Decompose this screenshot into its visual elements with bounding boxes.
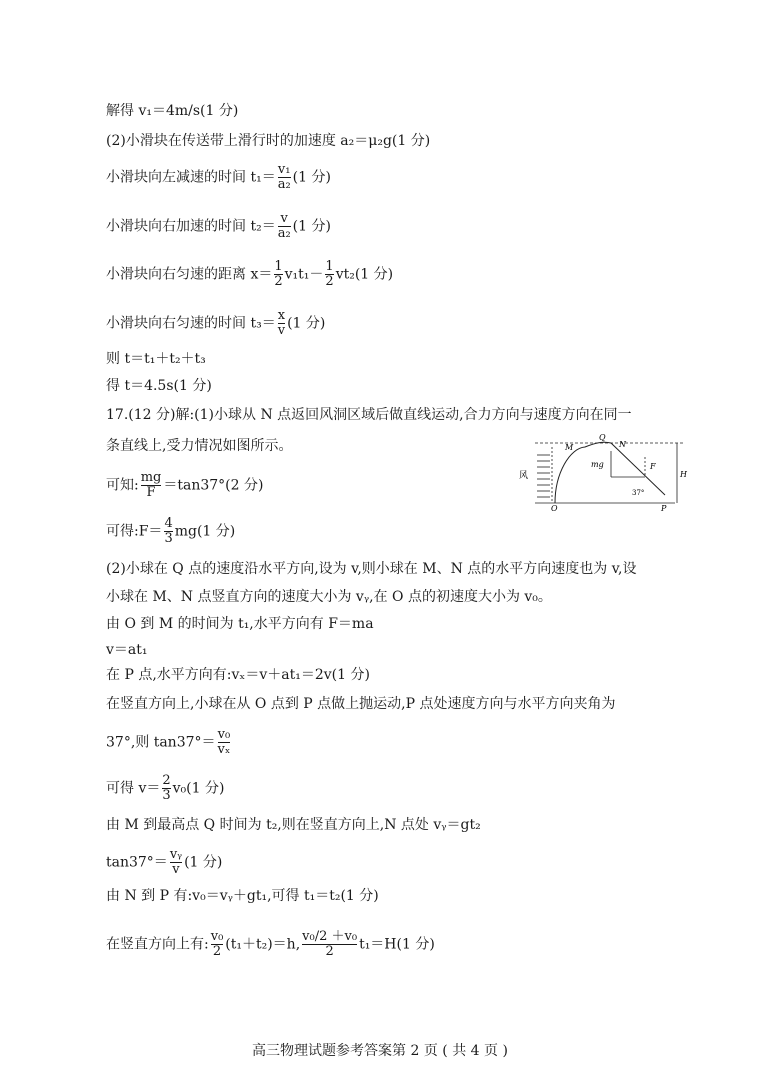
line-t2: 小滑块向右加速的时间 t₂＝ $\frac{v}{\text{a₂}}$ (1 分) (106, 211, 331, 241)
label-N: N (619, 440, 626, 449)
line-distance-x: 小滑块向右匀速的距离 x＝ $\frac{1}{2}$ v₁t₁－ $\frac{1}{2}$ vt₂(1 分) (106, 259, 394, 289)
label-O: O (551, 504, 558, 511)
line-tan37-vy: tan37°＝ $\frac{\text{vᵧ}}{v}$ (1 分) (106, 847, 223, 877)
line-v-at1: v＝at₁ (106, 642, 148, 658)
label-M: M (565, 443, 574, 452)
line-t3: 小滑块向右匀速的时间 t₃＝ $\frac{x}{v}$ (1 分) (106, 308, 326, 338)
line-N-to-P: 由 N 到 P 有:v₀＝vᵧ＋gt₁,可得 t₁＝t₂(1 分) (106, 888, 379, 904)
line-tan-relation: 可知: $\frac{mg}{F}$ ＝tan37°(2 分) (106, 470, 264, 500)
line-q17-intro-2: 条直线上,受力情况如图所示。 (106, 438, 293, 454)
line-F-result: 可得:F＝ $\frac{4}{3}$ mg(1 分) (106, 516, 236, 546)
line-acceleration: (2)小滑块在传送带上滑行时的加速度 a₂＝μ₂g(1 分) (106, 133, 431, 149)
wind-arrows (537, 455, 550, 497)
line-M-to-Q: 由 M 到最高点 Q 时间为 t₂,则在竖直方向上,N 点处 vᵧ＝gt₂ (106, 817, 481, 833)
line-O-to-M: 由 O 到 M 的时间为 t₁,水平方向有 F＝ma (106, 616, 374, 632)
line-v-result: 可得 v＝ $\frac{2}{3}$ v₀(1 分) (106, 773, 225, 803)
line-vx-at-P: 在 P 点,水平方向有:vₓ＝v＋at₁＝2v(1 分) (106, 667, 370, 683)
label-F: F (650, 462, 656, 471)
label-P: P (661, 504, 667, 511)
line-total-t: 则 t＝t₁＋t₂＋t₃ (106, 351, 206, 367)
line-vertical-eq: 在竖直方向上有: $\frac{\text{v₀}}{2}$ (t₁＋t₂)＝h, $\frac{\text{v₀/2 ＋v₀}}{2}$ t₁＝H(1 分) (106, 929, 435, 959)
line-t1: 小滑块向左减速的时间 t₁＝ $\frac{\text{v₁}}{\text{a₂}}$ (1 分) (106, 162, 331, 192)
label-H: H (680, 470, 687, 479)
line-v1-result: 解得 v₁＝4m/s(1 分) (106, 103, 239, 119)
line-part2-intro: (2)小球在 Q 点的速度沿水平方向,设为 v,则小球在 M、N 点的水平方向速度也为 v,设 (106, 561, 637, 577)
label-wind: 风 (519, 471, 529, 481)
page-footer: 高三物理试题参考答案第 2 页 ( 共 4 页 ) (252, 1043, 508, 1059)
force-diagram (515, 433, 695, 511)
line-q17-intro: 17.(12 分)解:(1)小球从 N 点返回风洞区域后做直线运动,合力方向与速度方向在同一 (106, 407, 632, 423)
line-vertical-motion: 在竖直方向上,小球在从 O 点到 P 点做上抛运动,P 点处速度方向与水平方向夹角为 (106, 696, 616, 712)
line-tan37-vx: 37°,则 tan37°＝ $\frac{\text{v₀}}{\text{vₓ}}$ (106, 727, 231, 757)
label-angle: 37° (632, 489, 645, 497)
line-t-result: 得 t＝4.5s(1 分) (106, 378, 212, 394)
label-Q: Q (599, 433, 606, 442)
line-part2-intro-2: 小球在 M、N 点竖直方向的速度大小为 vᵧ,在 O 点的初速度大小为 v₀。 (106, 589, 552, 605)
label-mg: mg (591, 460, 604, 469)
